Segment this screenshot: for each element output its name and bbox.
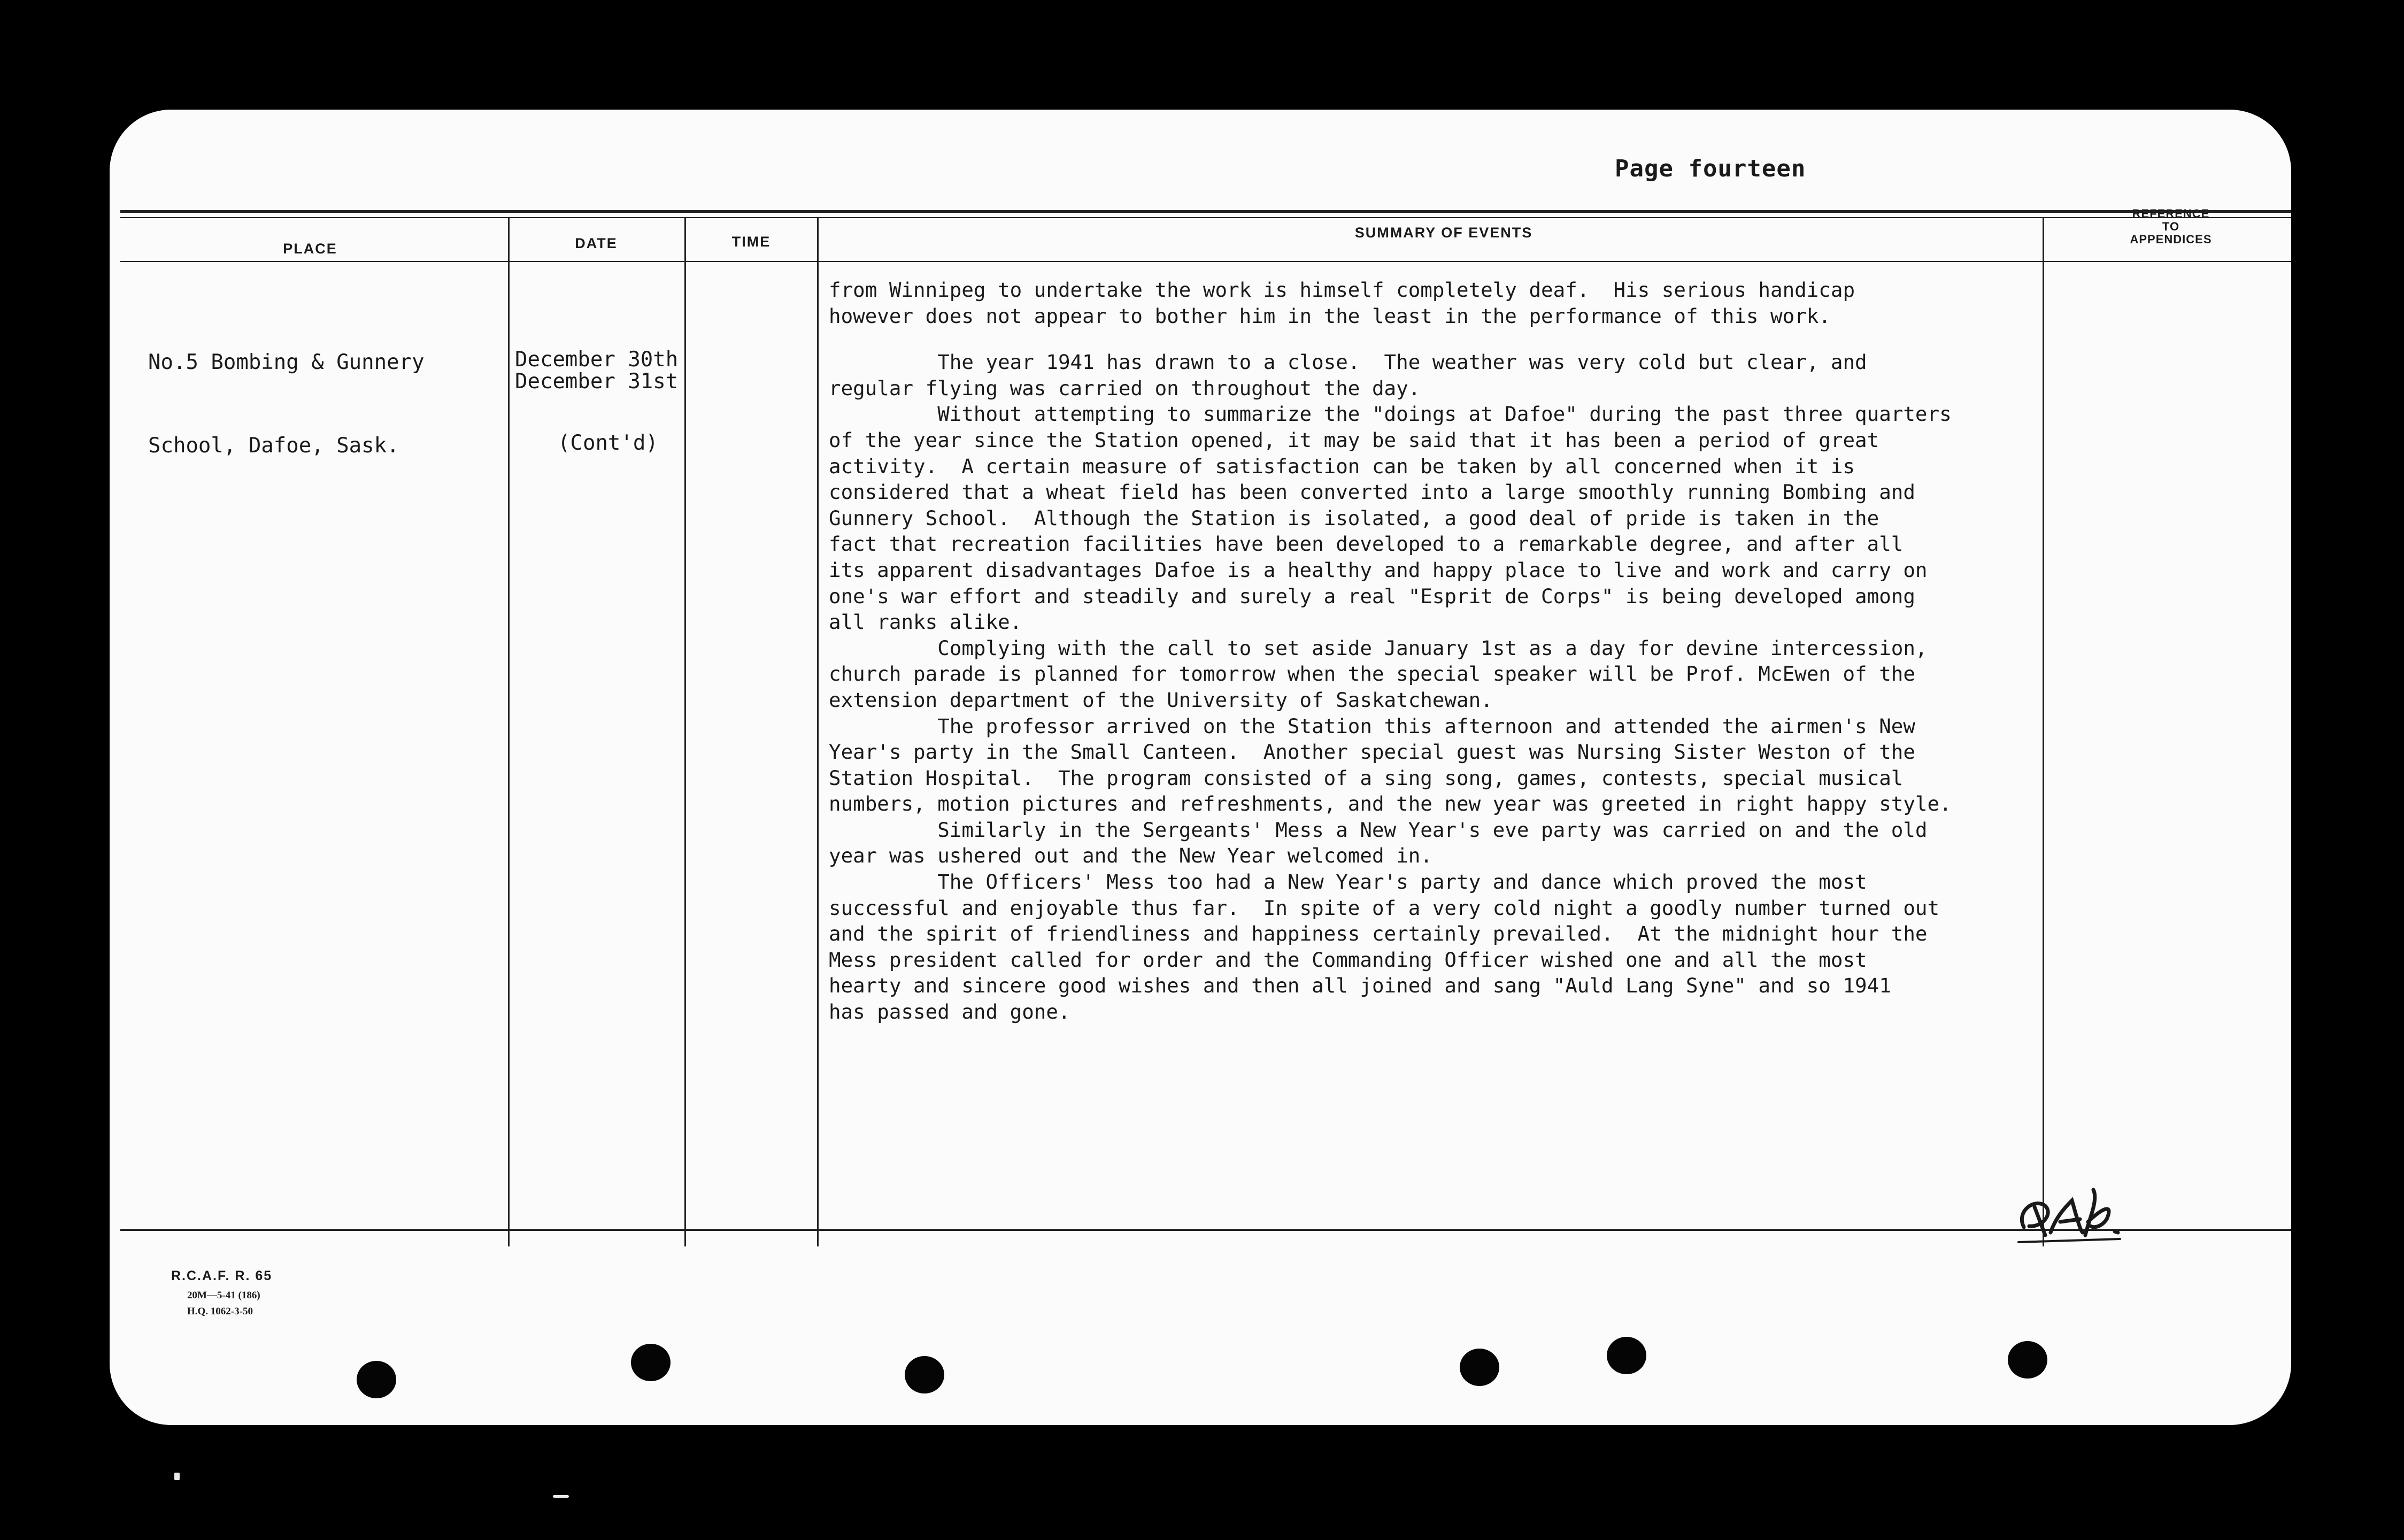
summary-line: extension department of the University of Saskatchewan. [829,688,1493,712]
summary-line: all ranks alike. [829,610,1022,634]
summary-line: Mess president called for order and the Commanding Officer wished one and all the most [829,948,1867,972]
summary-line: considered that a wheat field has been converted into a large smoothly running Bombing and [829,480,1915,504]
place-line1: No.5 Bombing & Gunnery [148,350,425,374]
summary-line: The professor arrived on the Station this afternoon and attended the airmen's New [829,714,1915,738]
summary-of-events [829,277,2059,1025]
summary-line: successful and enjoyable thus far. In spite of a very cold night a goodly number turned out [829,896,1940,920]
header-bottom-rule [120,261,2291,262]
page-number: Page fourteen [1615,155,1806,182]
header-place: PLACE [283,241,337,257]
summary-line: year was ushered out and the New Year welcomed in. [829,844,1432,868]
place-cell [148,293,425,488]
summary-line: church parade is planned for tomorrow when the special speaker will be Prof. McEwen of the [829,662,1915,686]
punch-hole [1607,1337,1646,1374]
punch-hole [905,1356,944,1393]
punch-hole [1460,1349,1499,1386]
column-divider-place [508,217,510,1246]
summary-line: The Officers' Mess too had a New Year's party and dance which proved the most [829,870,1867,894]
form-print-code: 20M—5-41 (186) [187,1290,260,1301]
summary-line: has passed and gone. [829,1000,1070,1024]
header-reference-line3: APPENDICES [2130,233,2212,246]
column-divider-date [684,217,686,1246]
form-hq-code: H.Q. 1062-3-50 [187,1306,253,1317]
summary-line: and the spirit of friendliness and happiness certainly prevailed. At the midnight hour the [829,922,1928,946]
summary-line: however does not appear to bother him in the least in the performance of this work. [829,304,1831,328]
film-speck [174,1473,180,1480]
summary-line: The year 1941 has drawn to a close. The weather was very cold but clear, and [829,350,1867,374]
film-speck [553,1495,569,1498]
punch-hole [631,1344,671,1381]
summary-line: Year's party in the Small Canteen. Another special guest was Nursing Sister Weston of the [829,740,1915,764]
form-number: R.C.A.F. R. 65 [171,1268,273,1283]
column-divider-time [817,217,819,1246]
table-bottom-rule [120,1229,2291,1231]
summary-line: of the year since the Station opened, it may be said that it has been a period of great [829,428,1879,452]
table-top-rule-thin [120,217,2291,218]
summary-line: from Winnipeg to undertake the work is himself completely deaf. His serious handicap [829,278,1855,302]
header-summary: SUMMARY OF EVENTS [1354,225,1533,241]
date-entry-1-line1: December 30th [515,348,679,372]
punch-hole [2008,1341,2047,1379]
summary-line: hearty and sincere good wishes and then all joined and sang "Auld Lang Syne" and so 1941 [829,974,1891,998]
header-reference [2053,207,2289,246]
place-line2: School, Dafoe, Sask. [148,434,399,458]
summary-line: Complying with the call to set aside January 1st as a day for devine intercession, [829,636,1928,660]
date-entry-2: December 31st [515,369,679,394]
summary-line: one's war effort and steadily and surely a real "Esprit de Corps" is being developed among [829,584,1915,608]
summary-line: fact that recreation facilities have been developed to a remarkable degree, and after all [829,532,1904,556]
summary-line: regular flying was carried on throughout the day. [829,376,1421,400]
handwritten-initials [2013,1168,2136,1249]
summary-line: activity. A certain measure of satisfaction can be taken by all concerned when it is [829,454,1855,478]
summary-line: Similarly in the Sergeants' Mess a New Year's eve party was carried on and the old [829,818,1928,842]
punch-hole [357,1361,396,1398]
summary-line: its apparent disadvantages Dafoe is a healthy and happy place to live and work and carry on [829,558,1928,582]
summary-line: Station Hospital. The program consisted of a sing song, games, contests, special musical [829,766,1904,790]
summary-line: Without attempting to summarize the "doings at Dafoe" during the past three quarters [829,402,1952,426]
date-entry-1-line2: (Cont'd) [558,431,658,455]
header-time: TIME [731,234,771,250]
header-reference-line1: REFERENCE [2132,207,2210,220]
header-date: DATE [575,235,618,251]
header-reference-line2: TO [2162,220,2180,233]
table-top-rule [120,210,2291,213]
summary-line: numbers, motion pictures and refreshments, and the new year was greeted in right happy style. [829,792,1952,816]
summary-line: Gunnery School. Although the Station is isolated, a good deal of pride is taken in the [829,506,1879,530]
